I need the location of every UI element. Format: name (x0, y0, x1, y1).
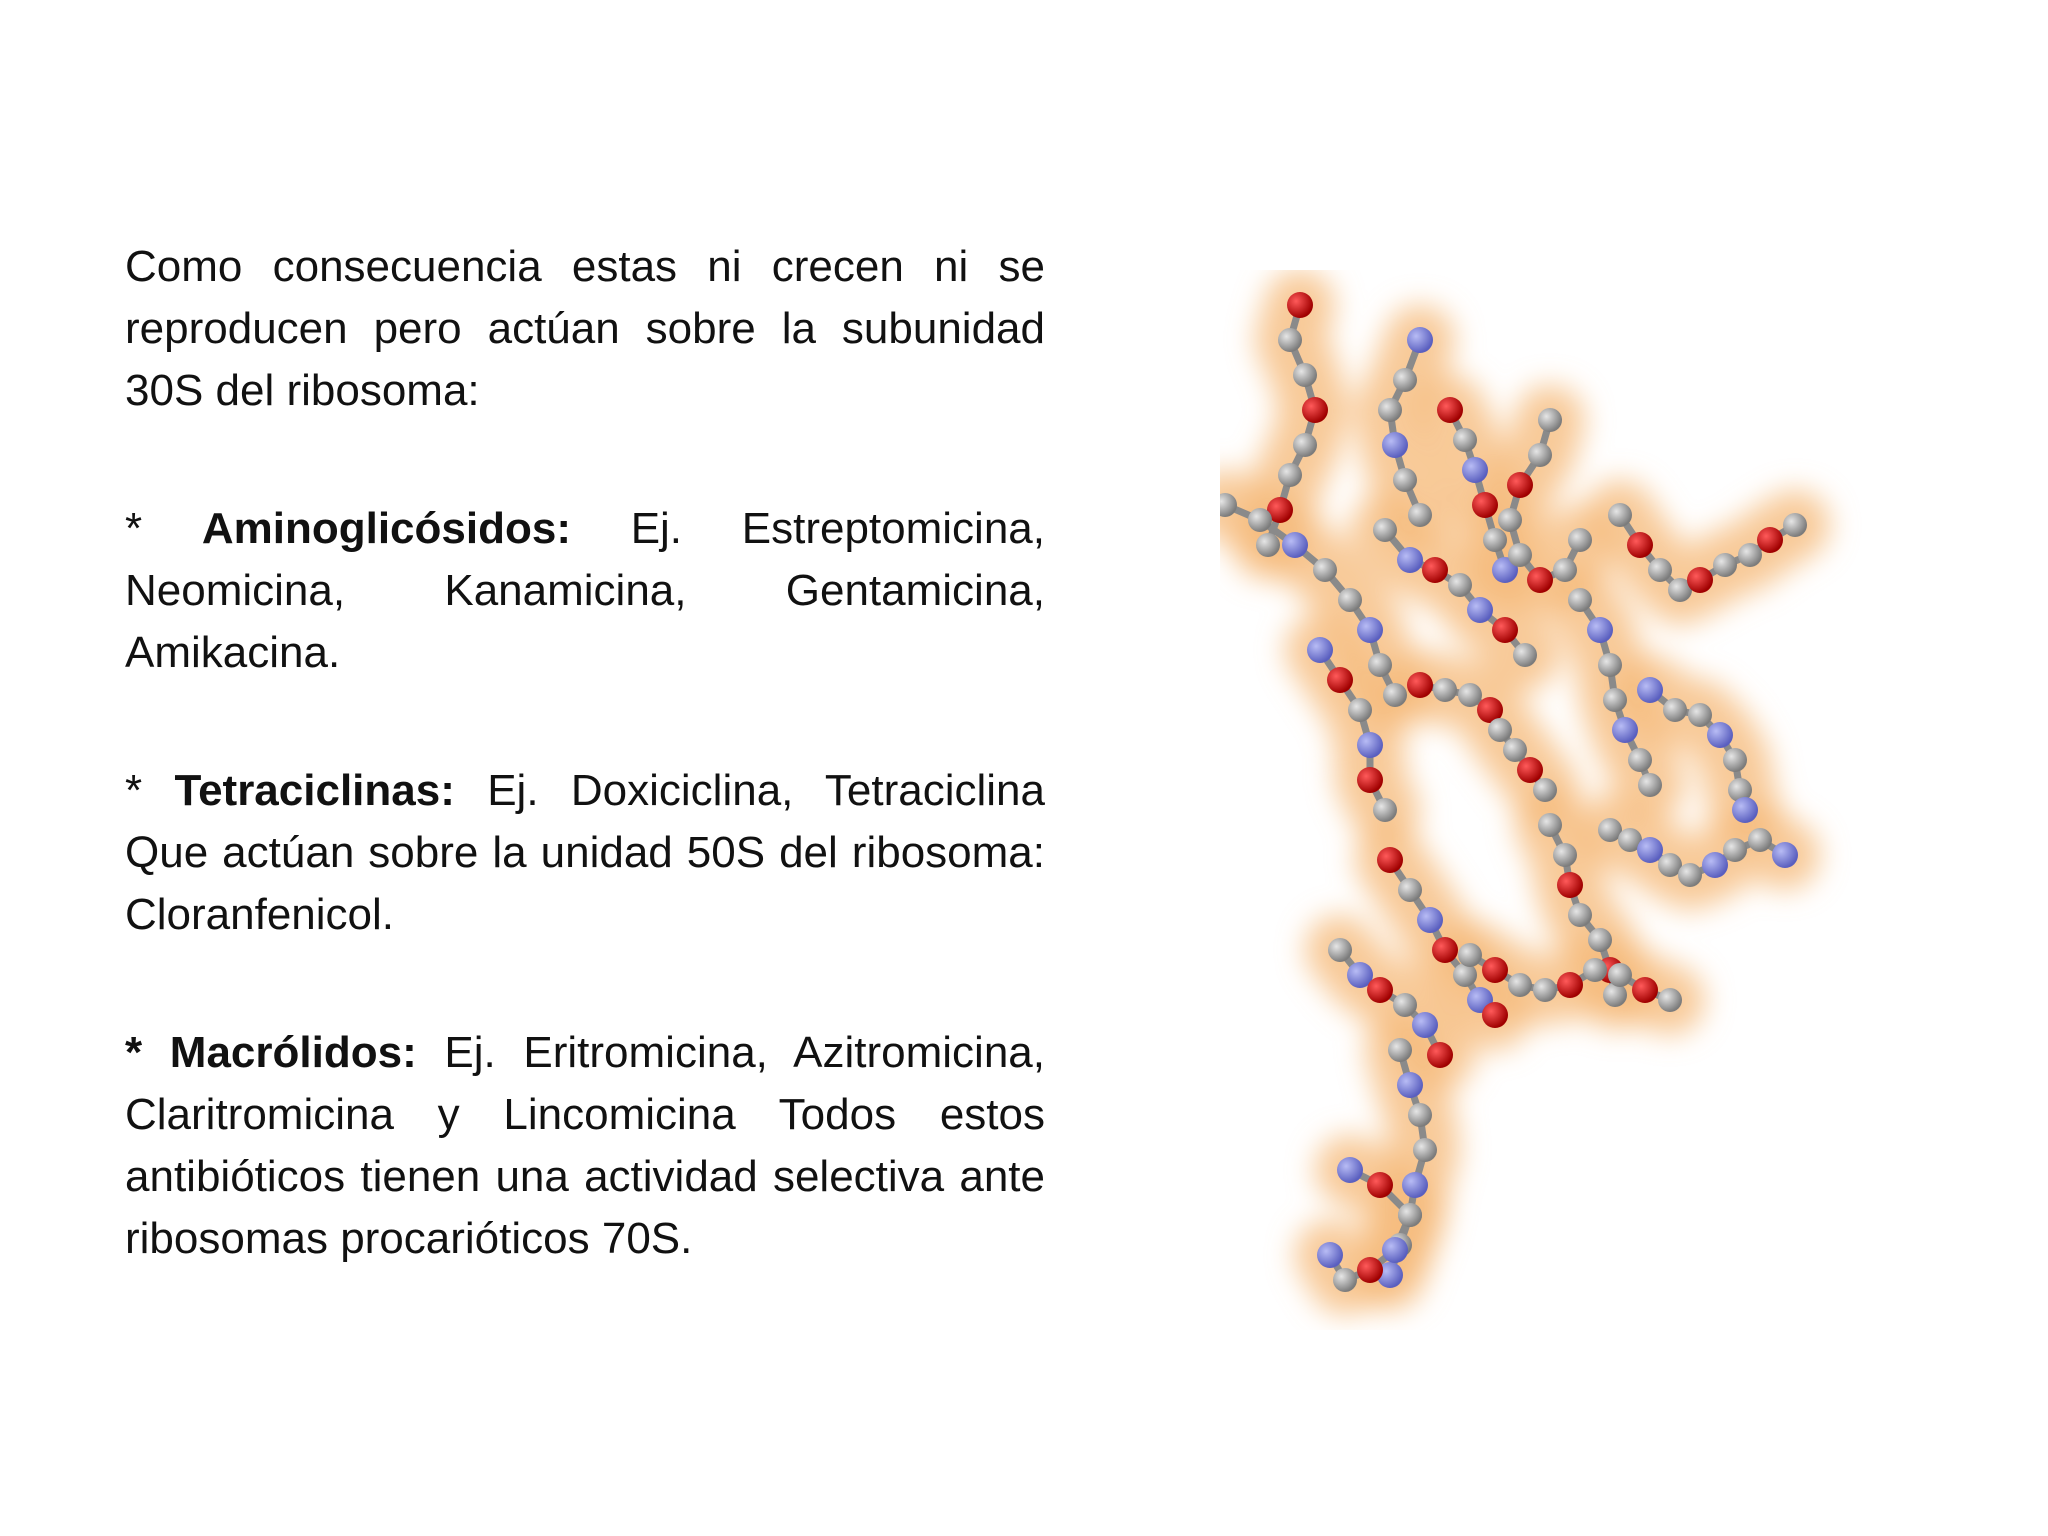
molecule-atom (1432, 937, 1458, 963)
molecule-atom (1498, 508, 1522, 532)
molecule-atom (1407, 327, 1433, 353)
molecule-atom (1772, 842, 1798, 868)
molecule-atom (1408, 503, 1432, 527)
molecule-atom (1467, 597, 1493, 623)
molecule-atom (1663, 698, 1687, 722)
molecule-atom (1702, 852, 1728, 878)
macrolides-text: Ej. Eritromicina, Azitromicina, Claritromicina y Lincomicina Todos estos antibióticos tienen una actividad selectiva ante ribosomas procarióticos 70S. (125, 1028, 1045, 1263)
aminoglycosides-heading: Aminoglicósidos: (201, 504, 571, 553)
molecule-atom (1517, 757, 1543, 783)
molecule-atom (1507, 472, 1533, 498)
molecule-atom (1393, 993, 1417, 1017)
molecule-atom (1398, 1203, 1422, 1227)
molecule-atom (1417, 907, 1443, 933)
molecule-atom (1533, 978, 1557, 1002)
molecule-atom (1783, 513, 1807, 537)
molecule-atom (1357, 732, 1383, 758)
molecule-atom (1503, 738, 1527, 762)
molecule-atom (1278, 463, 1302, 487)
molecule-atom (1413, 1138, 1437, 1162)
molecule-atom (1553, 558, 1577, 582)
molecule-atom (1388, 1038, 1412, 1062)
molecule-atom (1757, 527, 1783, 553)
molecule-atom (1648, 558, 1672, 582)
molecule-atom (1732, 797, 1758, 823)
molecule-atom (1528, 443, 1552, 467)
molecule-atom (1583, 958, 1607, 982)
bullet: * (125, 766, 143, 815)
molecule-atom (1313, 558, 1337, 582)
molecule-atom (1508, 543, 1532, 567)
bullet: * (125, 1028, 143, 1077)
molecule-atom (1492, 617, 1518, 643)
macrolides-item (125, 1022, 1045, 1270)
molecule-atom (1687, 567, 1713, 593)
molecule-atom (1453, 963, 1477, 987)
molecule-atom (1408, 1103, 1432, 1127)
molecule-atom (1627, 532, 1653, 558)
molecule-atom (1527, 567, 1553, 593)
molecule-atom (1458, 683, 1482, 707)
molecule-atom (1302, 397, 1328, 423)
molecule-atom (1393, 468, 1417, 492)
molecule-atom (1278, 328, 1302, 352)
molecule-atom (1628, 748, 1652, 772)
slide-text (125, 236, 1045, 1270)
molecule-atom (1637, 677, 1663, 703)
molecule-atom (1398, 878, 1422, 902)
molecule-atom (1688, 703, 1712, 727)
molecule-atom (1637, 837, 1663, 863)
molecule-atom (1293, 433, 1317, 457)
molecule-atom (1603, 688, 1627, 712)
molecule-atom (1678, 863, 1702, 887)
molecule-atom (1483, 528, 1507, 552)
bullet: * (125, 504, 143, 553)
aminoglycosides-item (125, 498, 1045, 684)
molecule-atom (1357, 767, 1383, 793)
molecule-atom (1373, 518, 1397, 542)
molecule-illustration (1220, 270, 1900, 1330)
tetracyclines-text: Ej. Doxiciclina, Tetraciclina Que actúan sobre la unidad 50S del ribosoma: Cloranfenicol. (125, 766, 1045, 939)
molecule-atom (1568, 528, 1592, 552)
molecule-atom (1612, 717, 1638, 743)
molecule-atom (1538, 408, 1562, 432)
molecule-atom (1472, 492, 1498, 518)
molecule-atom (1327, 667, 1353, 693)
molecule-atom (1293, 363, 1317, 387)
molecule-atom (1412, 1012, 1438, 1038)
molecule-atom (1248, 508, 1272, 532)
molecule-atom (1482, 1002, 1508, 1028)
molecule-atom (1453, 428, 1477, 452)
molecule-atom (1382, 432, 1408, 458)
tetracyclines-heading: Tetraciclinas: (174, 766, 455, 815)
intro-paragraph: Como consecuencia estas ni crecen ni se reproducen pero actúan sobre la subunidad 30S del ribosoma: (125, 242, 1045, 415)
molecule-atom (1632, 977, 1658, 1003)
molecule-atom (1713, 553, 1737, 577)
molecule-atom (1603, 983, 1627, 1007)
molecule-atom (1377, 847, 1403, 873)
molecule-atom (1748, 828, 1772, 852)
molecule-atom (1383, 683, 1407, 707)
molecule-atom (1422, 557, 1448, 583)
molecule-atom (1287, 292, 1313, 318)
molecule-atom (1723, 748, 1747, 772)
molecule-atom (1382, 1237, 1408, 1263)
molecule-atom (1393, 368, 1417, 392)
molecule-atom (1328, 938, 1352, 962)
molecule-atom (1462, 457, 1488, 483)
molecule-atom (1317, 1242, 1343, 1268)
molecule-atom (1557, 872, 1583, 898)
molecule-atom (1402, 1172, 1428, 1198)
molecule-atom (1367, 977, 1393, 1003)
macrolides-heading: Macrólidos: (169, 1028, 417, 1077)
molecule-atom (1588, 928, 1612, 952)
molecule-atom (1256, 533, 1280, 557)
molecule-atom (1337, 1157, 1363, 1183)
molecule-atom (1367, 1172, 1393, 1198)
molecule-atom (1568, 588, 1592, 612)
molecule-atom (1738, 543, 1762, 567)
molecule-atom (1357, 617, 1383, 643)
molecule-atom (1513, 643, 1537, 667)
molecule-atom (1357, 1257, 1383, 1283)
molecule-atom (1307, 637, 1333, 663)
molecule-atom (1533, 778, 1557, 802)
molecule-atom (1723, 838, 1747, 862)
molecule-atom (1368, 653, 1392, 677)
molecule-atom (1658, 988, 1682, 1012)
tetracyclines-item (125, 760, 1045, 946)
molecule-atom (1282, 532, 1308, 558)
molecule-atom (1397, 547, 1423, 573)
molecule-atom (1373, 798, 1397, 822)
molecule-atom (1638, 773, 1662, 797)
molecule-atom (1568, 903, 1592, 927)
aminoglycosides-text: Ej. Estreptomicina, Neomicina, Kanamicina, Gentamicina, Amikacina. (125, 504, 1045, 677)
molecule-atom (1348, 698, 1372, 722)
molecule-atom (1378, 398, 1402, 422)
molecule-atom (1437, 397, 1463, 423)
molecule-atom (1608, 963, 1632, 987)
molecule-atom (1598, 653, 1622, 677)
molecule-atom (1433, 678, 1457, 702)
molecule-atom (1458, 943, 1482, 967)
molecule-atom (1427, 1042, 1453, 1068)
molecule-atom (1407, 672, 1433, 698)
molecule-atom (1508, 973, 1532, 997)
molecule-atom (1608, 503, 1632, 527)
molecule-atom (1488, 718, 1512, 742)
molecule-atom (1707, 722, 1733, 748)
molecule-atom (1587, 617, 1613, 643)
molecule-atom (1333, 1268, 1357, 1292)
molecule-atom (1338, 588, 1362, 612)
molecule-atom (1538, 813, 1562, 837)
molecule-atom (1553, 843, 1577, 867)
molecule-atom (1482, 957, 1508, 983)
molecule-atom (1557, 972, 1583, 998)
molecule-atom (1397, 1072, 1423, 1098)
molecule-atom (1448, 573, 1472, 597)
